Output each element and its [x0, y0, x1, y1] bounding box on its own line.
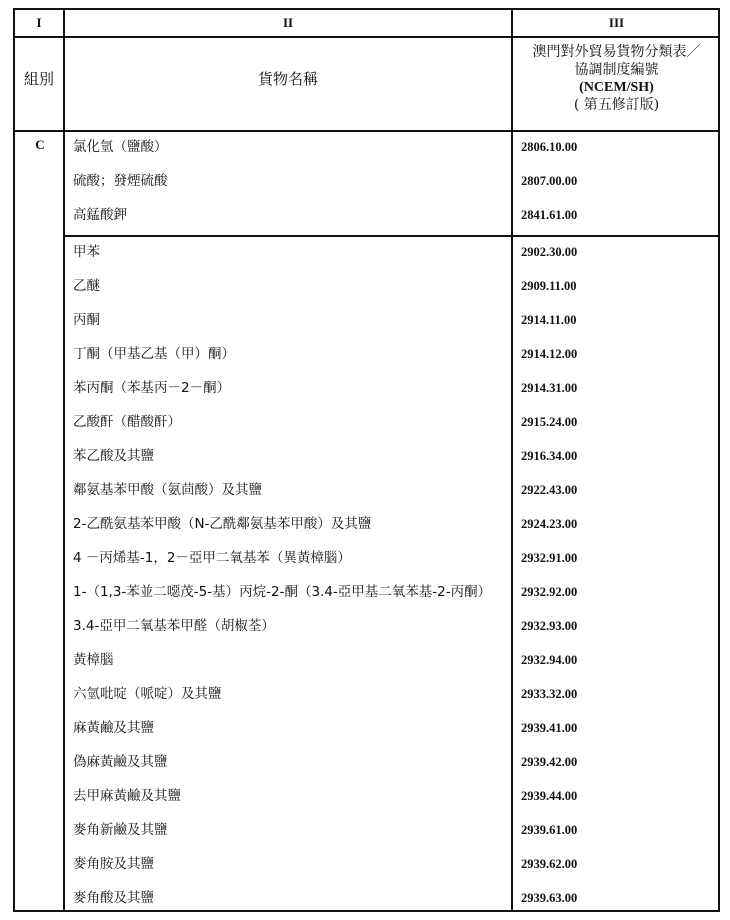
classification-code: 2932.92.00	[521, 585, 578, 599]
classification-code: 2807.00.00	[521, 174, 578, 188]
classification-code: 2914.11.00	[521, 313, 577, 327]
table-row	[65, 198, 720, 232]
table-row	[65, 677, 720, 711]
code-title-line-3: (NCEM/SH)	[579, 80, 654, 95]
table-row	[65, 405, 720, 439]
goods-name: 麥角新鹼及其鹽	[73, 822, 168, 838]
table-row	[65, 541, 720, 575]
classification-code: 2924.23.00	[521, 517, 578, 531]
table-row	[65, 711, 720, 745]
classification-code: 2932.93.00	[521, 619, 578, 633]
goods-name: 乙醚	[73, 278, 100, 294]
classification-code: 2939.63.00	[521, 891, 578, 905]
table-row	[65, 439, 720, 473]
classification-code: 2933.32.00	[521, 687, 578, 701]
goods-name: 甲苯	[73, 244, 100, 260]
table-row	[65, 847, 720, 881]
code-title-line-2: 協調制度編號	[574, 61, 659, 78]
classification-code: 2914.12.00	[521, 347, 578, 361]
classification-code: 2914.31.00	[521, 381, 578, 395]
goods-name: 偽麻黃鹼及其鹽	[73, 754, 168, 770]
classification-code: 2932.94.00	[521, 653, 578, 667]
goods-name: 4 －丙烯基-1，2－亞甲二氧基苯（異黃樟腦）	[73, 550, 351, 566]
group-code: C	[35, 137, 45, 152]
goods-name: 六氫吡啶（哌啶）及其鹽	[73, 686, 222, 702]
classification-code: 2939.62.00	[521, 857, 578, 871]
goods-name: 高錳酸鉀	[73, 207, 127, 223]
goods-name: 2-乙酰氨基苯甲酸（N-乙酰鄰氨基苯甲酸）及其鹽	[73, 516, 372, 532]
table-row	[65, 164, 720, 198]
goods-name: 丙酮	[73, 312, 100, 328]
table-row	[65, 337, 720, 371]
classification-code: 2939.61.00	[521, 823, 578, 837]
table-row	[65, 643, 720, 677]
classification-code: 2915.24.00	[521, 415, 578, 429]
goods-name: 氯化氫（鹽酸）	[73, 139, 168, 155]
goods-name: 苯丙酮（苯基丙－2－酮）	[73, 380, 231, 396]
goods-name: 麥角酸及其鹽	[73, 890, 154, 906]
classification-code-column-title	[513, 44, 720, 114]
goods-name: 麻黃鹼及其鹽	[73, 720, 154, 736]
goods-name: 苯乙酸及其鹽	[73, 448, 154, 464]
goods-name: 1-（1,3-苯並二噁茂-5-基）丙烷-2-酮（3.4-亞甲基二氧苯基-2-丙酮）	[73, 584, 492, 600]
goods-name: 3.4-亞甲二氧基苯甲醛（胡椒荃）	[73, 618, 275, 634]
classification-code: 2841.61.00	[521, 208, 578, 222]
code-title-line-4: ( 第五修訂版)	[573, 96, 660, 113]
table-row	[65, 745, 720, 779]
table-row	[65, 881, 720, 915]
classification-code: 2939.42.00	[521, 755, 578, 769]
table-row	[65, 371, 720, 405]
goods-name: 乙酸酐（醋酸酐）	[73, 414, 181, 430]
classification-code: 2922.43.00	[521, 483, 578, 497]
table-row	[65, 507, 720, 541]
classification-code: 2806.10.00	[521, 140, 578, 154]
group-column-title: 組別	[23, 70, 54, 88]
column-1-roman: I	[36, 15, 42, 30]
classification-code: 2902.30.00	[521, 245, 578, 259]
table-row	[65, 473, 720, 507]
classification-code: 2939.41.00	[521, 721, 578, 735]
table-row	[65, 269, 720, 303]
table-row	[65, 575, 720, 609]
column-3-roman: III	[608, 15, 625, 30]
goods-classification-table	[13, 8, 720, 912]
column-2-roman: II	[282, 15, 294, 30]
goods-name: 黃樟腦	[73, 652, 114, 668]
table-row	[65, 609, 720, 643]
classification-code: 2939.44.00	[521, 789, 578, 803]
classification-code: 2916.34.00	[521, 449, 578, 463]
classification-code: 2909.11.00	[521, 279, 577, 293]
classification-code: 2932.91.00	[521, 551, 578, 565]
table-row	[65, 779, 720, 813]
goods-name: 麥角胺及其鹽	[73, 856, 154, 872]
table-row	[65, 130, 720, 164]
goods-name-column-title: 貨物名稱	[257, 70, 318, 88]
table-row	[65, 303, 720, 337]
header-roman-divider	[15, 36, 718, 38]
table-row	[65, 813, 720, 847]
goods-name: 丁酮（甲基乙基（甲）酮）	[73, 346, 235, 362]
table-row	[65, 235, 720, 269]
goods-name: 硫酸；發煙硫酸	[73, 173, 168, 189]
code-title-line-1: 澳門對外貿易貨物分類表／	[532, 44, 701, 60]
goods-name: 鄰氨基苯甲酸（氨茴酸）及其鹽	[73, 482, 262, 498]
goods-name: 去甲麻黃鹼及其鹽	[73, 788, 181, 804]
